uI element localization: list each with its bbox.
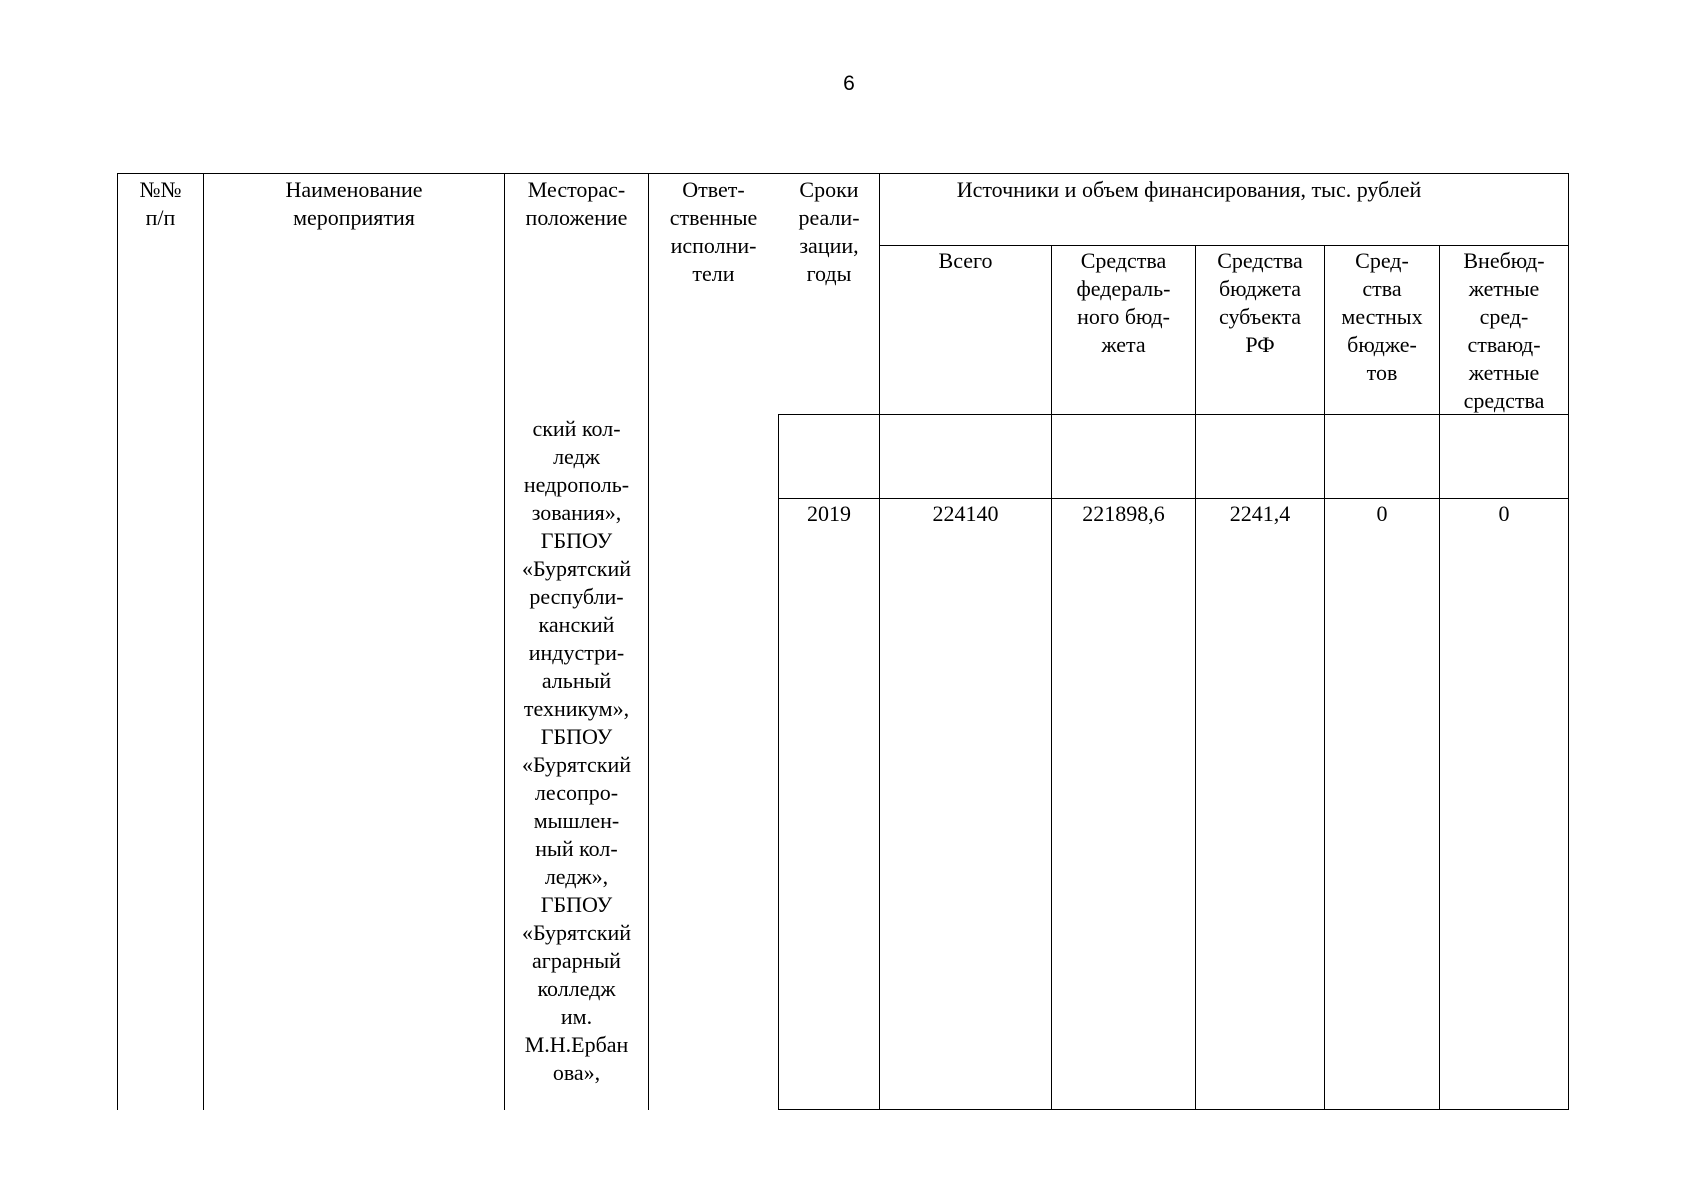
header-name: Наименование мероприятия: [285, 177, 423, 230]
table-right-border: [1568, 173, 1569, 1110]
location-text: ский кол- ледж недрополь- зования», ГБПОУ «Бурятский республи- канский индустри- альный техникум», ГБПОУ «Бурятский лесопро- мышлен- ный кол- ледж», ГБПОУ «Бурятский аграрный колледж им. М.Н.Ербан ова»,: [521, 416, 632, 1085]
row-total: 224140: [932, 501, 999, 526]
header-financing: Источники и объем финансирования, тыс. рублей: [956, 177, 1422, 202]
table-left-border: [117, 173, 118, 1110]
col-divider-period: [879, 173, 880, 1110]
header-federal: Средства федераль- ного бюд- жета: [1076, 248, 1171, 357]
page-number: 6: [843, 72, 855, 95]
financing-header-divider: [880, 245, 1569, 246]
header-regional: Средства бюджета субъекта РФ: [1217, 248, 1303, 357]
row-year: 2019: [807, 501, 851, 526]
col-divider-federal: [1195, 245, 1196, 1110]
header-location: Месторас- положение: [525, 177, 628, 230]
header-responsible: Ответ- ственные исполни- тели: [669, 177, 758, 286]
row-local: 0: [1376, 501, 1388, 526]
header-extrabudgetary: Внебюд- жетные сред- стваюд- жетные средства: [1463, 248, 1545, 413]
row-divider: [778, 498, 1569, 499]
col-divider-num: [203, 173, 204, 1110]
col-divider-total: [1051, 245, 1052, 1110]
header-total: Всего: [938, 248, 993, 273]
row-federal: 221898,6: [1082, 501, 1165, 526]
header-local: Сред- ства местных бюдже- тов: [1341, 248, 1423, 385]
col-divider-location: [648, 173, 649, 1110]
table-top-border: [118, 173, 1569, 174]
header-period: Сроки реали- зации, годы: [798, 177, 860, 286]
row-regional: 2241,4: [1229, 501, 1291, 526]
row-extrabudgetary: 0: [1498, 501, 1510, 526]
header-num: №№ п/п: [139, 177, 182, 230]
table-bottom-border: [778, 1109, 1569, 1110]
